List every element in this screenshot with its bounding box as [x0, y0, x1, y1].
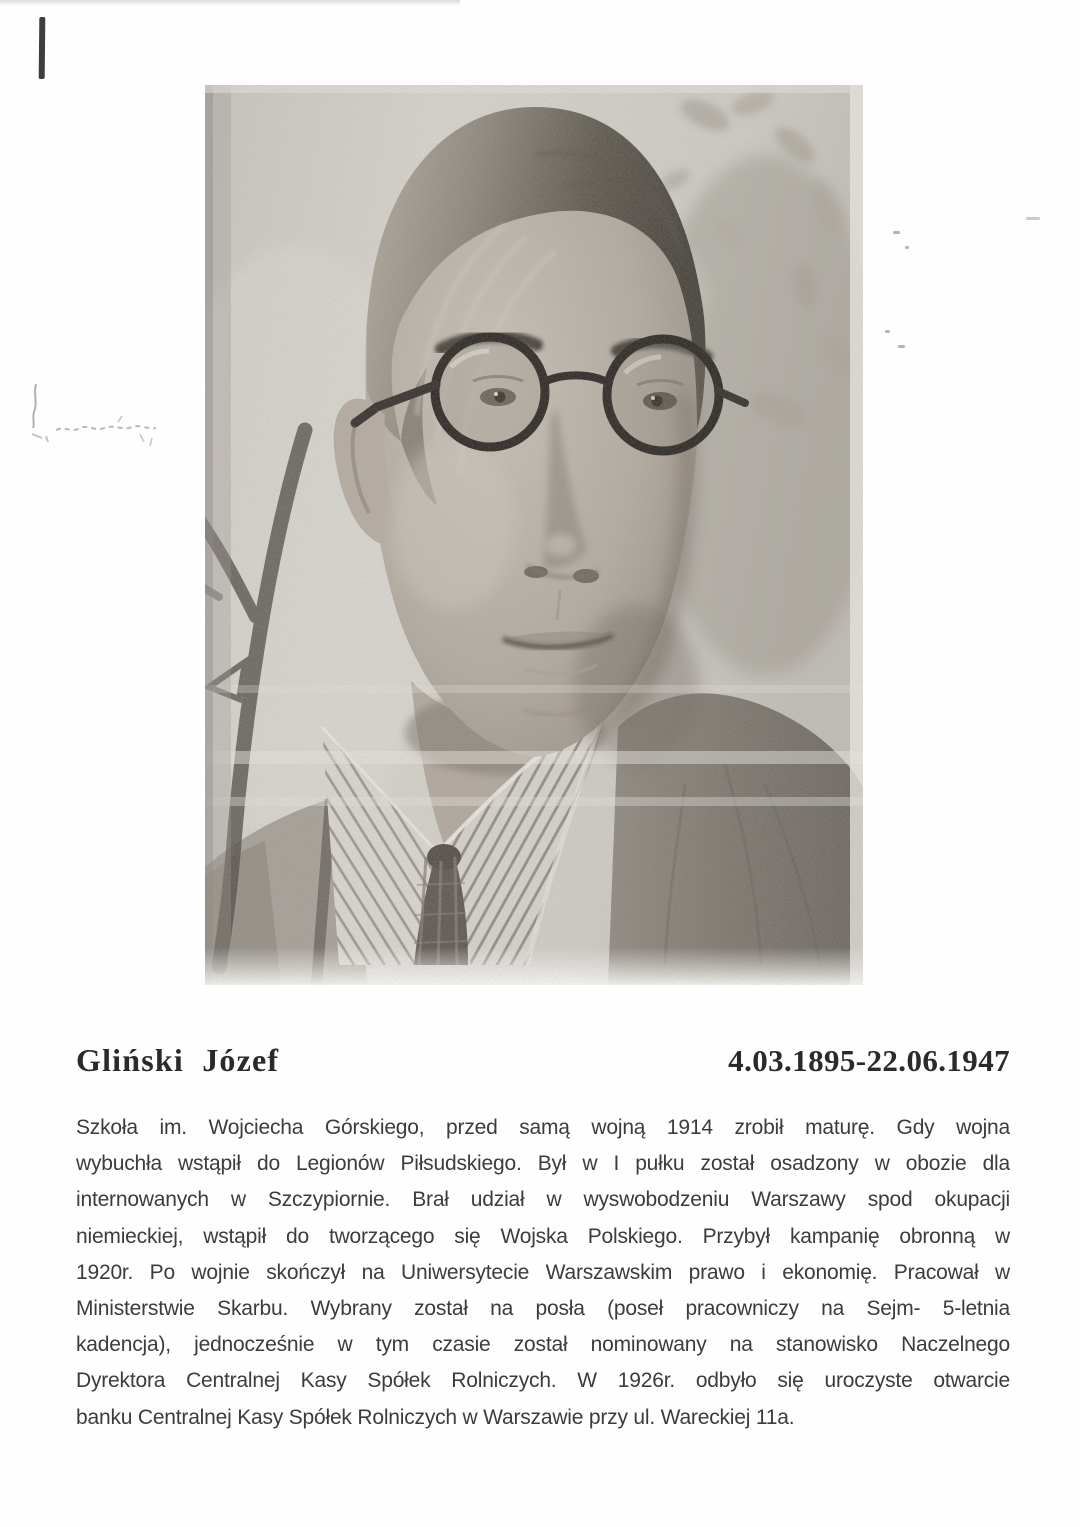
- scan-speck: [1026, 217, 1040, 220]
- scan-edge-shading: [0, 0, 460, 6]
- text-line: Ministerstwie Skarbu. Wybrany został na posła (poseł pracowniczy na Sejm- 5-letnia: [76, 1296, 1010, 1320]
- scan-speck: [905, 246, 909, 249]
- text-line: banku Centralnej Kasy Spółek Rolniczych w Warszawie przy ul. Wareckiej 11a.: [76, 1405, 795, 1429]
- text-line: Dyrektora Centralnej Kasy Spółek Rolniczych. W 1926r. odbyło się uroczyste otwarcie: [76, 1369, 1010, 1393]
- caption-row: [76, 1042, 1010, 1079]
- text-line: internowanych w Szczypiornie. Brał udział w wyswobodzeniu Warszawy spod okupacji: [76, 1188, 1010, 1212]
- biography-paragraph: [76, 1110, 1010, 1436]
- text-line: kadencja), jednocześnie w tym czasie został nominowany na stanowisko Naczelnego: [76, 1333, 1010, 1357]
- text-line: wybuchła wstąpił do Legionów Piłsudskiego. Był w I pułku został osadzony w obozie dla: [76, 1152, 1010, 1176]
- portrait-photo: [205, 85, 863, 985]
- life-dates: 4.03.1895-22.06.1947: [728, 1043, 1010, 1078]
- scan-artifact-bar: [39, 17, 46, 79]
- person-name: Gliński Józef: [76, 1042, 280, 1078]
- portrait-photo-image: [205, 85, 863, 985]
- text-line: niemieckiej, wstąpił do tworzącego się Wojska Polskiego. Przybył kampanię obronną w: [76, 1224, 1010, 1248]
- scan-speck: [893, 231, 900, 234]
- text-line: 1920r. Po wojnie skończył na Uniwersytecie Warszawskim prawo i ekonomię. Pracował w: [76, 1260, 1010, 1284]
- pencil-scribble-marks: [22, 378, 172, 458]
- text-line: Szkoła im. Wojciecha Górskiego, przed samą wojną 1914 zrobił maturę. Gdy wojna: [76, 1116, 1010, 1139]
- scan-speck: [898, 345, 905, 348]
- scan-speck: [885, 330, 890, 333]
